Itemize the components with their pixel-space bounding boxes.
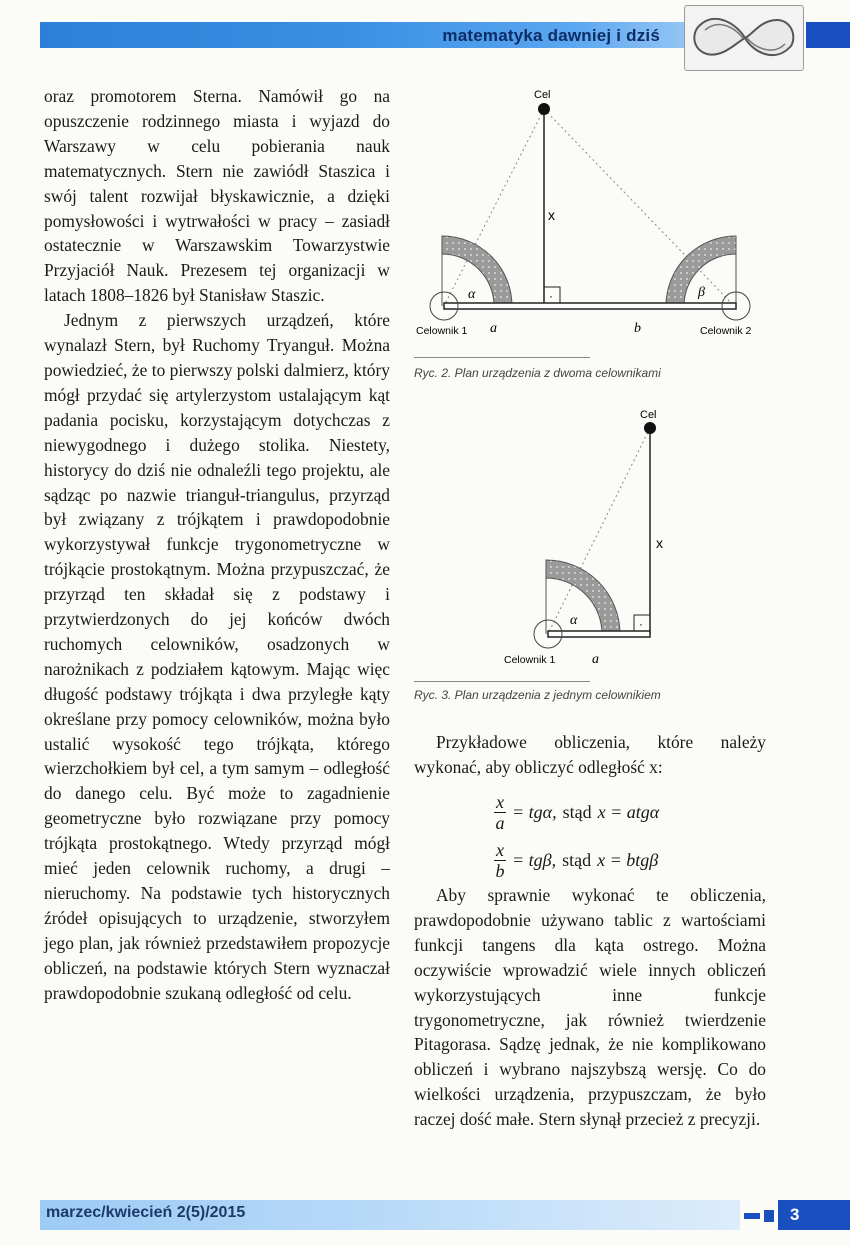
- footer-accent-mark: [764, 1210, 774, 1222]
- conclusion-paragraph: Aby sprawnie wykonać te obliczenia, prawdopodobnie używano tablic z wartościami funkcji tangens dla kąta ostrego. Można oczywiście wprowadzić wiele innych obliczeń wykorzystujących inne funkcje trygonometryczne, jak również twierdzenie Pitagorasa. Sądzę jednak, że nie komplikowano obliczeń i wybrano najszybszą wersję. Co do wielkości urządzenia, przypuszczam, że było raczej dość małe. Stern słynął przecież z precyzji.: [414, 885, 766, 1130]
- right-angle-mark: ·: [549, 289, 553, 303]
- height-label: x: [548, 207, 555, 223]
- footer-accent-mark: [744, 1213, 760, 1219]
- left-column: [44, 84, 390, 1006]
- segment-b-label: b: [634, 321, 641, 336]
- figure-3-caption: Ryc. 3. Plan urządzenia z jednym celownikiem: [414, 688, 661, 702]
- sight-2-label: Celownik 2: [700, 325, 752, 337]
- height-label: x: [656, 535, 663, 551]
- angle-beta-label: β: [698, 285, 705, 300]
- segment-a-label: a: [490, 321, 497, 336]
- fraction-x-over-b: $\frac{x}{b}$: [495, 840, 505, 881]
- paragraph-2: Jednym z pierwszych urządzeń, które wynalazł Stern, był Ruchomy Tryanguł. Można powiedzieć, że to pierwszy polski dalmierz, który mógł przydać się artylerzystom ustalającym kąt padania pocisku, korzystającym dotychczas z niewygodnego i dużego stolika. Niestety, historycy do dziś nie odnaleźli tego projektu, ale sądząc po nazwie trianguł-triangulus, przyrząd był związany z trójkątem i prawdopodobnie wykorzystywał funkcje trygonometryczne w trójkącie prostokątnym. Można przypuszczać, że przyrząd ten składał się z podstawy i przytwierdzonych do jej końców dwóch ruchomych celowników, osadzonych w narożnikach z podziałem kątowym. Mając więc długość podstawy trójkąta i dwa przyległe kąty określane przy pomocy celowników, można było ustalić wysokość tego trójkąta, którego wierzchołkiem był cel, a tym samym – odległość do danego celu. Być może to zagadnienie geometryczne było rozwiązane przy pomocy trójkąta prostokątnego. Wtedy przyrząd mógł mieć jeden celownik ruchomy, a drugi – nieruchomy. Na podstawie tych historycznych źródeł opisujących to urządzenie, stworzyłem jego plan, jak również przedstawiłem propozycje obliczeń, na podstawie których Stern wyznaczał prawdopodobnie szukaną odległość od celu.: [44, 310, 390, 1003]
- mobius-strip-icon: [684, 5, 804, 71]
- page-number: 3: [778, 1200, 850, 1230]
- right-angle-mark: ·: [639, 617, 643, 631]
- sight-1-label: Celownik 1: [416, 325, 468, 337]
- segment-a-label: a: [592, 652, 599, 667]
- intro-paragraph: Przykładowe obliczenia, które należy wykonać, aby obliczyć odległość x:: [414, 732, 766, 777]
- target-point: [644, 422, 656, 434]
- section-title: matematyka dawniej i dziś: [442, 26, 660, 45]
- target-label: Cel: [534, 89, 551, 101]
- right-column-conclusion: [414, 883, 766, 1132]
- formula-2: $\frac{x}{b}$ = tgβ, stąd x = btgβ: [495, 840, 659, 881]
- formula-1: $\frac{x}{a}$ = tgα, stąd x = atgα: [495, 792, 660, 833]
- figure-3-diagram: [500, 402, 680, 672]
- figure-3-caption-rule: [414, 681, 590, 682]
- right-column-intro: [414, 730, 766, 780]
- figure-2-caption-rule: [414, 357, 590, 358]
- angle-alpha-label: α: [468, 287, 476, 302]
- sight-1-label: Celownik 1: [504, 654, 556, 666]
- paragraph-1: oraz promotorem Sterna. Namówił go na opuszczenie rodzinnego miasta i wyjazd do Warszawy w celu pobierania nauk matematycznych. Stern nie zawiódł Staszica i swój talent rozwijał błyskawicznie, a dzięki pomysłowości i wytrwałości w pracy – zasiadł ostatecznie w Warszawskim Towarzystwie Przyjaciół Nauk. Prezesem tej organizacji w latach 1808–1826 był Stanisław Staszic.: [44, 86, 390, 306]
- fraction-x-over-a: $\frac{x}{a}$: [495, 792, 505, 833]
- target-label: Cel: [640, 409, 657, 421]
- angle-alpha-label: α: [570, 613, 578, 628]
- target-point: [538, 103, 550, 115]
- figure-2-caption: Ryc. 2. Plan urządzenia z dwoma celownikami: [414, 366, 661, 380]
- figure-2-diagram: [414, 84, 774, 342]
- header-accent-block: [806, 22, 850, 48]
- issue-label: marzec/kwiecień 2(5)/2015: [46, 1204, 246, 1221]
